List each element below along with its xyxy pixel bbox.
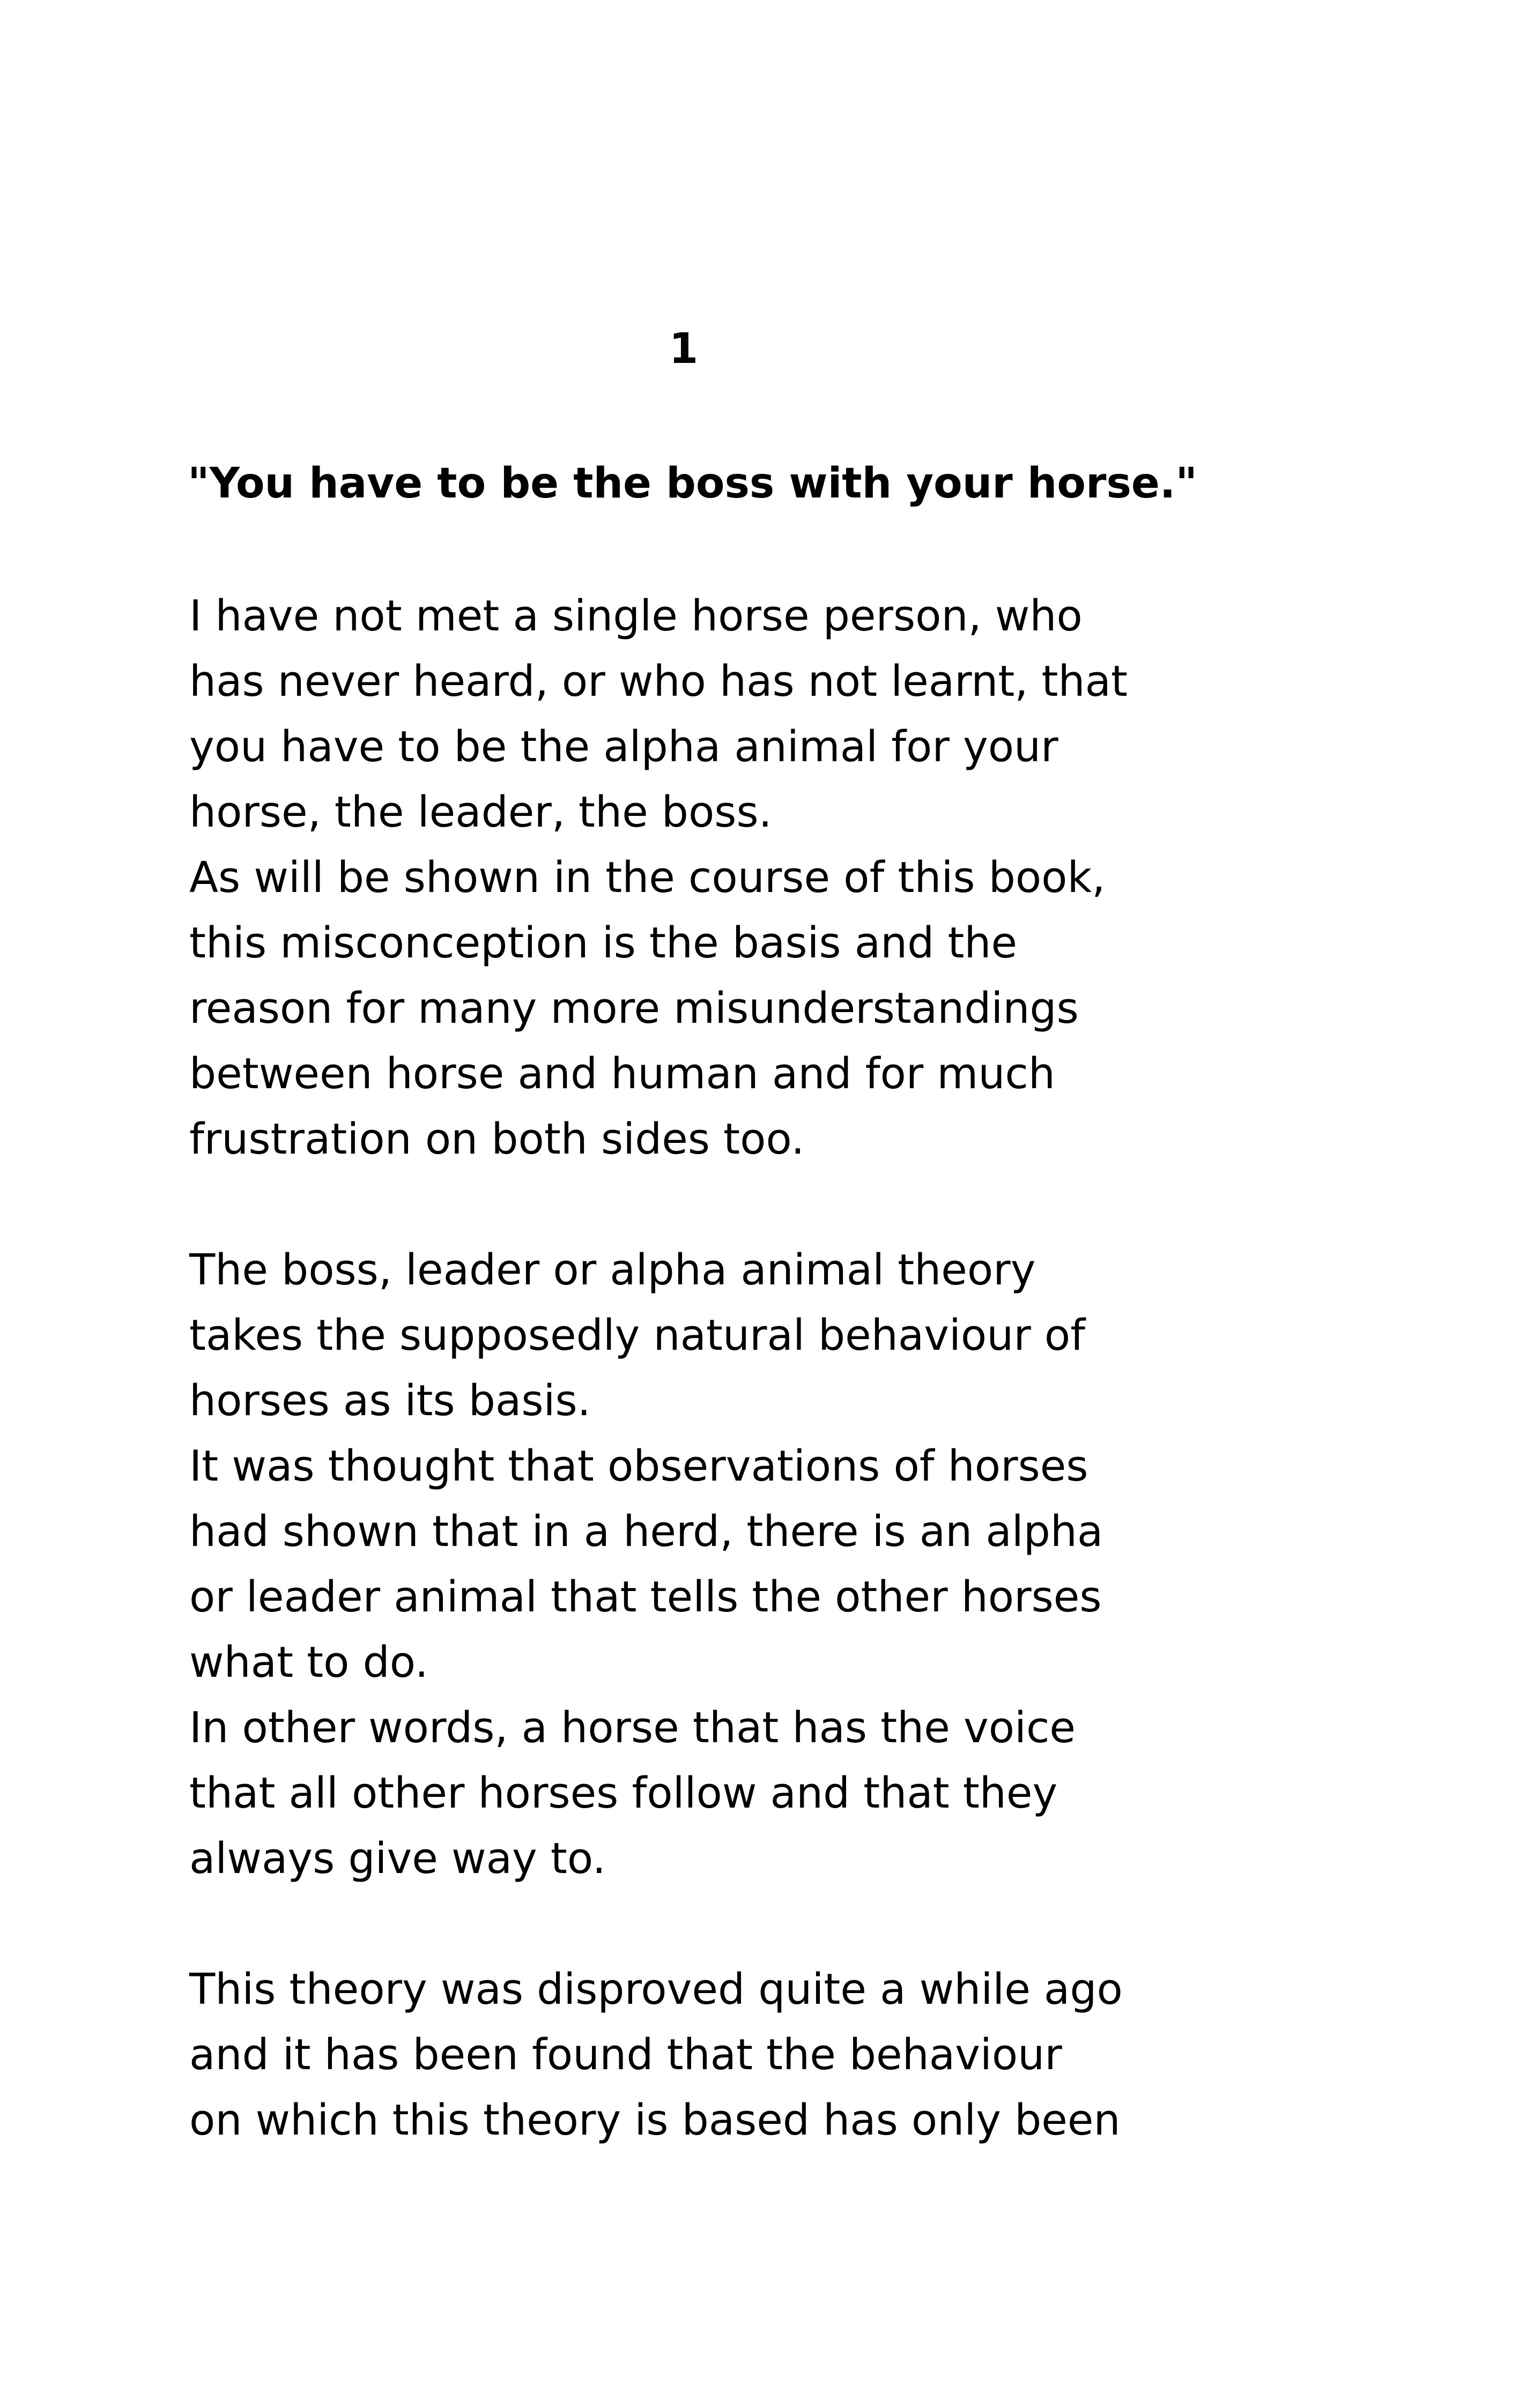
- text-line: had shown that in a herd, there is an alpha: [189, 1507, 1103, 1556]
- text-line: on which this theory is based has only been: [189, 2095, 1121, 2145]
- paragraph-gap: [189, 1172, 1422, 1237]
- body-text: [189, 583, 1422, 2153]
- text-line: horse, the leader, the boss.: [189, 787, 772, 837]
- text-line: I have not met a single horse person, who: [189, 591, 1083, 641]
- text-line: In other words, a horse that has the voice: [189, 1703, 1076, 1752]
- paragraph: [189, 1237, 1422, 1891]
- text-line: reason for many more misunderstandings: [189, 984, 1079, 1033]
- text-line: and it has been found that the behaviour: [189, 2030, 1062, 2079]
- text-line: always give way to.: [189, 1834, 606, 1883]
- text-line: As will be shown in the course of this book,: [189, 853, 1106, 902]
- chapter-title: "You have to be the boss with your horse.": [188, 459, 1198, 508]
- text-line: has never heard, or who has not learnt, that: [189, 657, 1128, 706]
- chapter-number: 1: [669, 325, 699, 373]
- text-line: horses as its basis.: [189, 1376, 591, 1425]
- paragraph: [189, 583, 1422, 1172]
- text-line: you have to be the alpha animal for your: [189, 722, 1058, 771]
- text-line: takes the supposedly natural behaviour of: [189, 1311, 1086, 1360]
- text-line: what to do.: [189, 1638, 428, 1687]
- text-line: or leader animal that tells the other horses: [189, 1572, 1102, 1622]
- text-line: frustration on both sides too.: [189, 1114, 805, 1164]
- text-line: this misconception is the basis and the: [189, 918, 1018, 968]
- text-line: between horse and human and for much: [189, 1049, 1055, 1098]
- paragraph-gap: [189, 1891, 1422, 1957]
- text-line: This theory was disproved quite a while ago: [189, 1965, 1123, 2014]
- text-line: The boss, leader or alpha animal theory: [189, 1245, 1036, 1295]
- paragraph: [189, 1957, 1422, 2153]
- text-line: that all other horses follow and that they: [189, 1768, 1058, 1818]
- text-line: It was thought that observations of horses: [189, 1441, 1088, 1491]
